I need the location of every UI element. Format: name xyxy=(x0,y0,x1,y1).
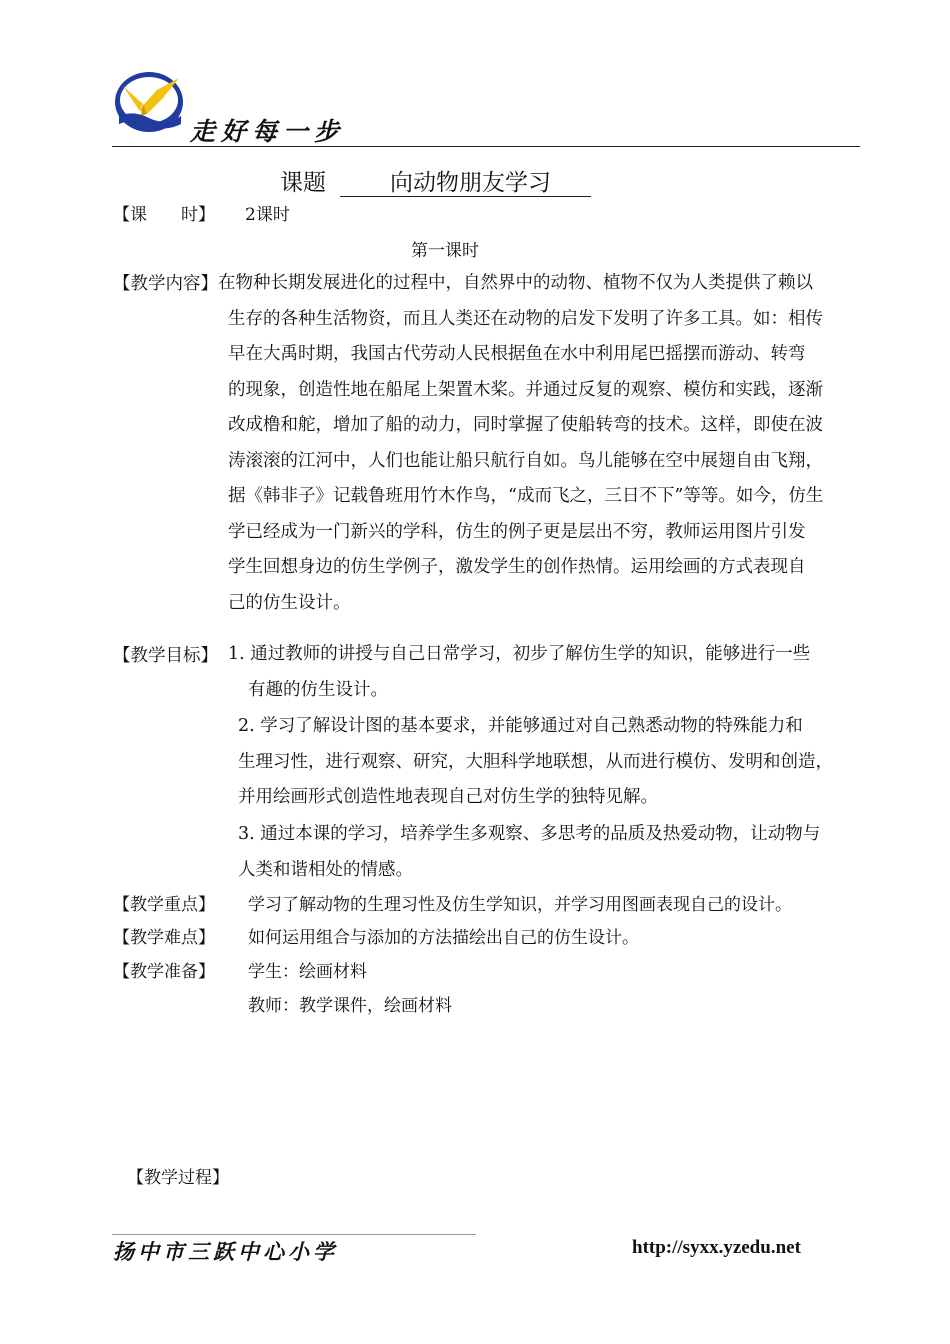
content-line: 改成橹和舵，增加了船的动力，同时掌握了使船转弯的技术。这样，即使在波 xyxy=(228,415,823,435)
header-rule xyxy=(112,146,860,147)
content-label: 【教学内容】 xyxy=(113,274,218,294)
goal-item-2 xyxy=(238,709,860,816)
goal-line: 3. 通过本课的学习，培养学生多观察、多思考的品质及热爱动物，让动物与 xyxy=(238,824,821,844)
content-line: 据《韩非子》记载鲁班用竹木作鸟，“成而飞之，三日不下”等等。如今，仿生 xyxy=(228,486,824,506)
content-line: 己的仿生设计。 xyxy=(228,592,351,613)
school-logo xyxy=(113,70,185,134)
goals-label: 【教学目标】 xyxy=(113,646,218,666)
goal-item-3 xyxy=(238,817,860,888)
goal-item-1 xyxy=(228,637,860,708)
title-value: 向动物朋友学习 xyxy=(340,170,591,197)
content-body xyxy=(218,266,860,621)
content-line: 的现象，创造性地在船尾上架置木桨。并通过反复的观察、模仿和实践，逐渐 xyxy=(228,379,823,400)
school-name: 扬中市三跃中心小学 xyxy=(113,1239,338,1264)
difficulties-value: 如何运用组合与添加的方法描绘出自己的仿生设计。 xyxy=(248,928,639,948)
content-line: 学已经成为一门新兴的学科，仿生的例子更是层出不穷，教师运用图片引发 xyxy=(228,521,806,542)
key-points-value: 学习了解动物的生理习性及仿生学知识，并学习用图画表现自己的设计。 xyxy=(248,895,792,915)
process-label: 【教学过程】 xyxy=(127,1168,229,1188)
goal-line: 生理习性，进行观察、研究，大胆科学地联想，从而进行模仿、发明和创造， xyxy=(238,751,833,772)
key-points-label: 【教学重点】 xyxy=(113,895,215,915)
preparation-label: 【教学准备】 xyxy=(113,962,215,982)
goal-line: 并用绘画形式创造性地表现自己对仿生学的独特见解。 xyxy=(238,787,658,807)
content-line: 早在大禹时期，我国古代劳动人民根据鱼在水中利用尾巴摇摆而游动、转弯 xyxy=(228,344,806,364)
footer-rule xyxy=(112,1234,476,1235)
motto: 走好每一步 xyxy=(190,117,346,146)
school-url: http://syxx.yzedu.net xyxy=(632,1237,801,1258)
session-heading: 第一课时 xyxy=(411,241,479,261)
goal-line: 人类和谐相处的情感。 xyxy=(238,859,413,880)
lesson-hours-value: 2课时 xyxy=(245,205,290,225)
goal-line: 1. 通过教师的讲授与自己日常学习，初步了解仿生学的知识，能够进行一些 xyxy=(228,644,811,664)
content-line: 在物种长期发展进化的过程中，自然界中的动物、植物不仅为人类提供了赖以 xyxy=(218,273,813,293)
goal-line: 2. 学习了解设计图的基本要求，并能够通过对自己熟悉动物的特殊能力和 xyxy=(238,716,803,736)
content-line: 学生回想身边的仿生学例子，激发学生的创作热情。运用绘画的方式表现自 xyxy=(228,557,806,577)
title-label: 课题 xyxy=(280,170,326,196)
preparation-student: 学生：绘画材料 xyxy=(248,962,367,982)
preparation-teacher: 教师：教学课件，绘画材料 xyxy=(248,996,452,1016)
goal-line: 有趣的仿生设计。 xyxy=(248,679,388,700)
difficulties-label: 【教学难点】 xyxy=(113,928,215,948)
content-line: 生存的各种生活物资，而且人类还在动物的启发下发明了许多工具。如：相传 xyxy=(228,308,823,329)
lesson-title xyxy=(280,164,591,197)
content-line: 涛滚滚的江河中，人们也能让船只航行自如。鸟儿能够在空中展翅自由飞翔， xyxy=(228,450,823,471)
lesson-hours-label: 【课 时】 xyxy=(113,205,215,225)
